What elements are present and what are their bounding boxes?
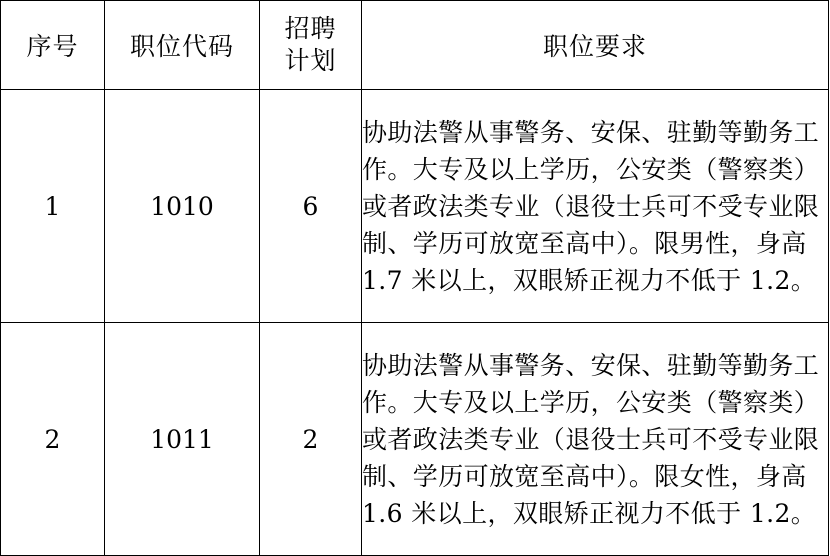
row-requirements: 协助法警从事警务、安保、驻勤等勤务工作。大专及以上学历，公安类（警察类）或者政法类专业（退役士兵可不受专业限制、学历可放宽至高中）。限男性，身高 1.7 米以上，双眼矫正视力不低于 1.2。 — [362, 90, 829, 323]
header-code: 职位代码 — [105, 1, 260, 90]
row-requirements: 协助法警从事警务、安保、驻勤等勤务工作。大专及以上学历，公安类（警察类）或者政法类专业（退役士兵可不受专业限制、学历可放宽至高中）。限女性，身高 1.6 米以上，双眼矫正视力不低于 1.2。 — [362, 323, 829, 556]
table-header-row — [1, 1, 829, 90]
header-plan-line2: 计划 — [284, 46, 337, 75]
header-plan — [260, 1, 362, 90]
header-plan-line1: 招聘 — [284, 14, 337, 43]
row-code: 1011 — [105, 323, 260, 556]
row-seq: 2 — [1, 323, 105, 556]
table-row — [1, 90, 829, 323]
header-seq: 序号 — [1, 1, 105, 90]
row-plan: 2 — [260, 323, 362, 556]
table-row — [1, 323, 829, 556]
row-code: 1010 — [105, 90, 260, 323]
row-plan: 6 — [260, 90, 362, 323]
header-requirements: 职位要求 — [362, 1, 829, 90]
table-body — [1, 90, 829, 556]
row-seq: 1 — [1, 90, 105, 323]
table-header — [1, 1, 829, 90]
